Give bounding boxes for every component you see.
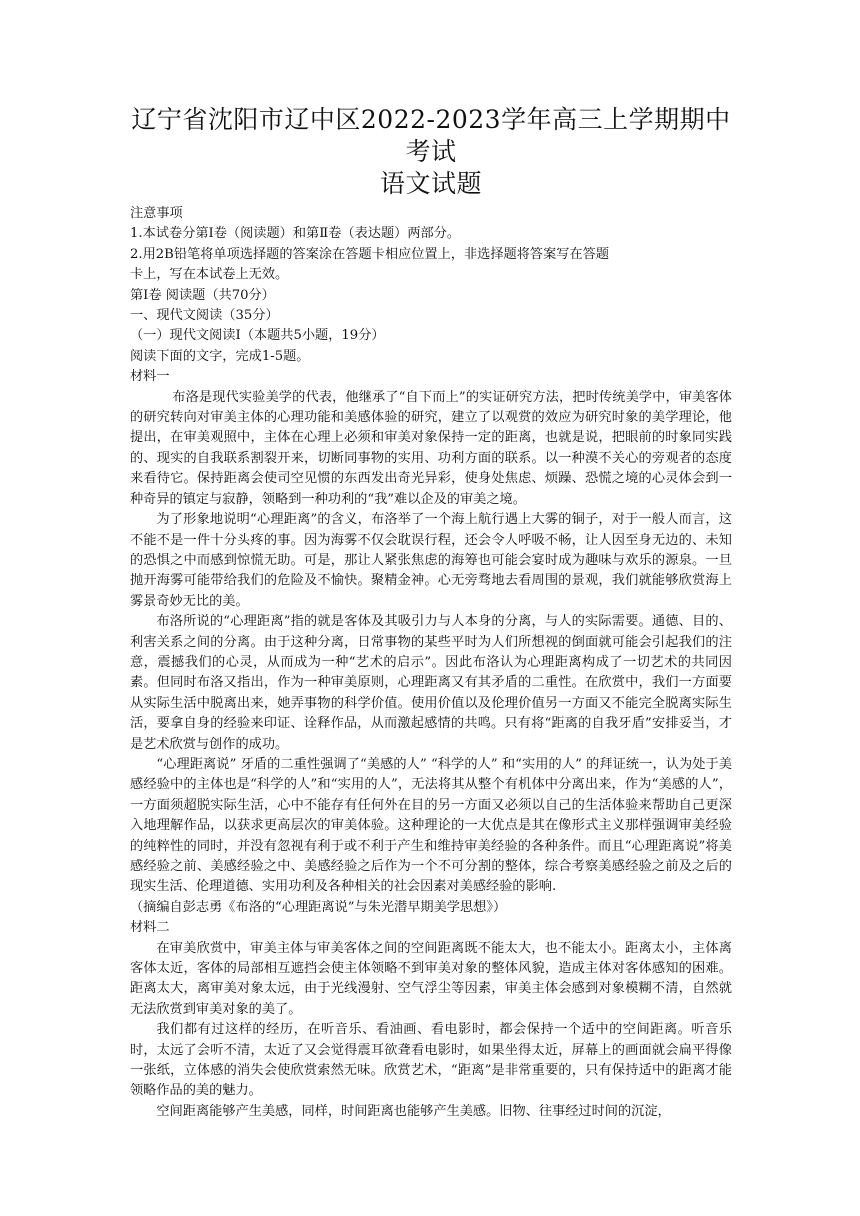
- part-heading: 第Ⅰ卷 阅读题（共70分）: [130, 287, 275, 303]
- material-2-paragraph-1: 在审美欣赏中，审美主体与审美客体之间的空间距离既不能太大，也不能太小。距离太小，主体离客体太近，客体的局部相互遮挡会使主体领略不到审美对象的整体风貌，造成主体对客体感知的困难。距离太大，离审美对象太远，由于光线漫射、空气浮尘等因素，审美主体会感到对象模糊不清，自然就无法欣赏到审美对象的美了。: [130, 940, 732, 1017]
- material-1-paragraph-1: 布洛是现代实验美学的代表，他继承了“自下而上”的实证研究方法，把时传统美学中，审美客体的研究转向对审美主体的心理功能和美感体验的研究，建立了以观赏的效应为研究时象的美学理论，他提出，在审美观照中，主体在心理上必须和审美对象保持一定的距离，也就是说，把眼前的时象同实践的、现实的自我联系割裂开来，切断同事物的实用、功利方面的联系。以一种漠不关心的旁观者的态度来看待它。保持距离会使司空见惯的东西发出奇光异彩，使身处焦虑、烦躁、恐慌之境的心灵体会到一种奇异的镇定与寂静，领略到一种功利的“我”难以企及的审美之境。: [130, 389, 732, 507]
- material-1-paragraph-4: “心理距离说” 牙盾的二重性强调了“美感的人” “科学的人” 和“实用的人” 的拜证统一，认为处于美感经验中的主体也是“科学的人”和“实用的人”，无法将其从整个有机体中分离出来，作为“美感的人”，一方面须超脱实际生活，心中不能存有任何外在目的另一方面又必须以自己的生活体验来帮助自己更深入地理解作品，以获求更高层次的审美体验。这种理论的一大优点是其在像形式主义那样强调审美经验的纯粹性的同时，并没有忽视有利于或不利于产生和维持审美经验的各种条件。而且“心理距离说”将美感经验之前、美感经验之中、美感经验之后作为一个不可分割的整体，综合考察美感经验之前及之后的现实生活、伦理道德、实用功利及各种相关的社会因素对美感经验的影响.: [130, 756, 732, 895]
- notice-item-1: 1.本试卷分第Ⅰ卷（阅读题）和第Ⅱ卷（表达题）两部分。: [130, 226, 461, 242]
- notice-item-2a: 2.用2B铅笔将单项选择题的答案涂在答题卡相应位置上，非选择题将答案写在答题: [130, 246, 610, 262]
- exam-subtitle: 语文试题: [379, 169, 482, 198]
- subsection-heading: （一）现代文阅读Ⅰ（本题共5小题，19分）: [130, 328, 385, 344]
- material-1-paragraph-3: 布洛所说的“心理距离”指的就是客体及其吸引力与人本身的分离，与人的实际需要。通德、目的、利害关系之间的分离。由于这种分离，日常事物的某些平时为人们所想视的倒面就可能会引起我们的注意，震撼我们的心灵，从而成为一种“艺术的启示”。因此布洛认为心理距离构成了一切艺术的共同因素。但同时布洛又指出，作为一种审美原则，心理距离又有其矛盾的二重性。在欣赏中，我们一方面要从实际生活中脱离出来，她弄事物的科学价值。使用价值以及伦理价值另一方面又不能完全脱离实际生活，要拿自身的经验来印证、诠释作品，从而激起感情的共鸣。只有将“距离的自我牙盾”安排妥当，才是艺术欣赏与创作的成功。: [130, 614, 732, 752]
- material-2-paragraph-2: 我们都有过这样的经历，在听音乐、看油画、看电影时，都会保持一个适中的空间距离。听音乐时，太远了会听不清，太近了又会觉得震耳欲聋看电影时，如果坐得太近，屏幕上的画面就会扁平得像一张纸，立体感的消失会使欣赏索然无味。欣赏艺术，“距离”是非常重要的，只有保持适中的距离才能领略作品的美的魅力。: [130, 1022, 732, 1099]
- material-1-paragraph-2: 为了形象地说明“心理距离”的含义，布洛举了一个海上航行遇上大雾的铜子，对于一般人而言，这不能不是一件十分头疼的事。因为海雾不仅会耽误行程，还会令人呼吸不畅，让人因至身无边的、未知的恐惧之中而感到惊慌无助。可是，那让人紧张焦虑的海筹也可能会宴时成为趣味与欢乐的源泉。一旦抛开海雾可能带给我们的危险及不愉快。聚精金神。心无旁骛地去看周围的景观，我们就能够欣赏海上雾景奇妙无比的美。: [130, 512, 732, 609]
- material-1-label: 材料一: [130, 369, 170, 385]
- material-2-paragraph-3: 空间距离能够产生美感，同样，时间距离也能够产生美感。旧物、往事经过时间的沉淀，: [156, 1103, 671, 1119]
- section-heading: 一、现代文阅读（35分）: [130, 308, 279, 324]
- notice-item-2b: 卡上，写在本试卷上无效。: [130, 267, 289, 283]
- exam-title: 辽宁省沈阳市辽中区2022-2023学年高三上学期期中考试: [131, 105, 731, 166]
- material-1-source: （摘编自彭志勇《布洛的“心理距离说”与朱光潜早期美学思想》）: [130, 899, 507, 915]
- material-2-label: 材料二: [130, 920, 170, 936]
- notice-heading: 注意事项: [130, 206, 183, 221]
- reading-instruction: 阅读下面的文字，完成1-5题。: [130, 348, 310, 364]
